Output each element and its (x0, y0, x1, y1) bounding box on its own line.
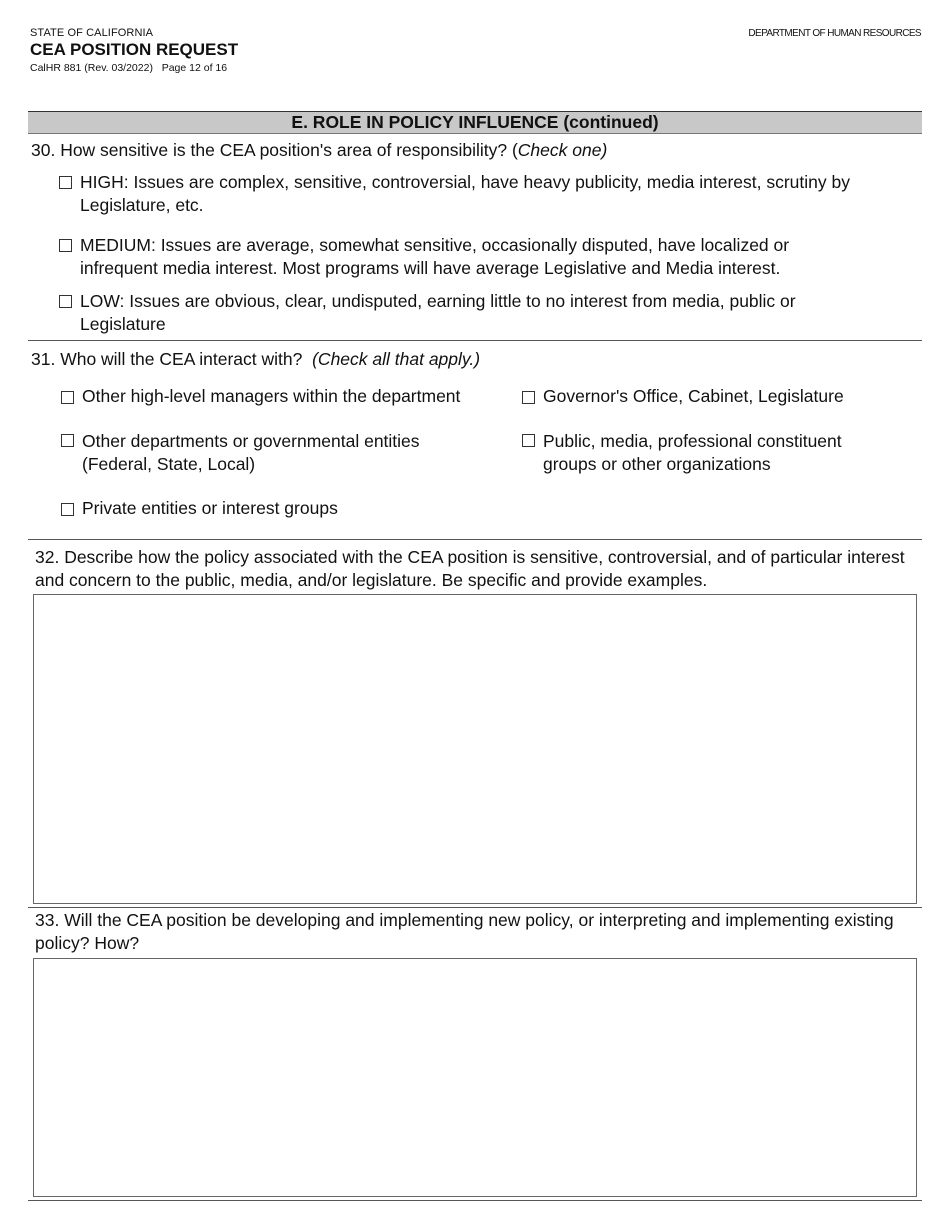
form-title: CEA POSITION REQUEST (30, 40, 239, 59)
q31-question (31, 348, 480, 371)
q31-private-label: Private entities or interest groups (82, 498, 338, 518)
divider (28, 907, 922, 908)
divider (28, 539, 922, 540)
q30-low-label: LOW: Issues are obvious, clear, undisputed, earning little to no interest from media, public or Legislature (80, 291, 796, 334)
q32-answer-textbox[interactable] (33, 594, 917, 904)
q30-instruction: Check one) (517, 140, 608, 160)
q31-governor-checkbox[interactable] (522, 391, 535, 404)
q30-question-text: 30. How sensitive is the CEA position's area of responsibility? ( (31, 140, 518, 160)
q33-answer-textbox[interactable] (33, 958, 917, 1197)
divider (28, 340, 922, 341)
q31-public-option (543, 430, 888, 476)
q31-departments-label: Other departments or governmental entities (Federal, State, Local) (82, 431, 420, 474)
q30-question (31, 139, 607, 162)
q31-private-option (82, 497, 482, 520)
q30-low-option (80, 290, 870, 336)
department-label: DEPARTMENT OF HUMAN RESOURCES (748, 28, 921, 39)
q30-low-checkbox[interactable] (59, 295, 72, 308)
q33-question: 33. Will the CEA position be developing and implementing new policy, or interpreting and implementing existing policy? How? (35, 910, 894, 953)
q31-governor-option (543, 385, 923, 408)
q31-managers-label: Other high-level managers within the department (82, 386, 461, 406)
q30-medium-option (80, 234, 870, 280)
q30-medium-checkbox[interactable] (59, 239, 72, 252)
q31-private-checkbox[interactable] (61, 503, 74, 516)
form-header (30, 27, 238, 74)
form-revision: CalHR 881 (Rev. 03/2022) Page 12 of 16 (30, 62, 228, 74)
q32-question: 32. Describe how the policy associated with the CEA position is sensitive, controversial, and of particular interest and concern to the public, media, and/or legislature. Be specific and provide examples. (35, 547, 905, 590)
state-label: STATE OF CALIFORNIA (30, 27, 154, 39)
q30-high-option (80, 171, 910, 217)
q31-question-text: 31. Who will the CEA interact with? (31, 349, 303, 369)
q31-departments-checkbox[interactable] (61, 434, 74, 447)
q30-high-checkbox[interactable] (59, 176, 72, 189)
q30-high-label: HIGH: Issues are complex, sensitive, controversial, have heavy publicity, media interest, scrutiny by Legislature, etc. (80, 172, 850, 215)
q31-instruction: (Check all that apply.) (312, 349, 481, 369)
q31-departments-option (82, 430, 462, 476)
q31-governor-label: Governor's Office, Cabinet, Legislature (543, 386, 844, 406)
divider (28, 1200, 922, 1201)
section-title: E. ROLE IN POLICY INFLUENCE (continued) (28, 111, 922, 134)
q31-public-label: Public, media, professional constituent groups or other organizations (543, 431, 842, 474)
q31-managers-checkbox[interactable] (61, 391, 74, 404)
q30-medium-label: MEDIUM: Issues are average, somewhat sensitive, occasionally disputed, have localized or infrequent media interest. Most programs will have average Legislative and Media interest. (80, 235, 790, 278)
q31-public-checkbox[interactable] (522, 434, 535, 447)
q31-managers-option (82, 385, 502, 408)
